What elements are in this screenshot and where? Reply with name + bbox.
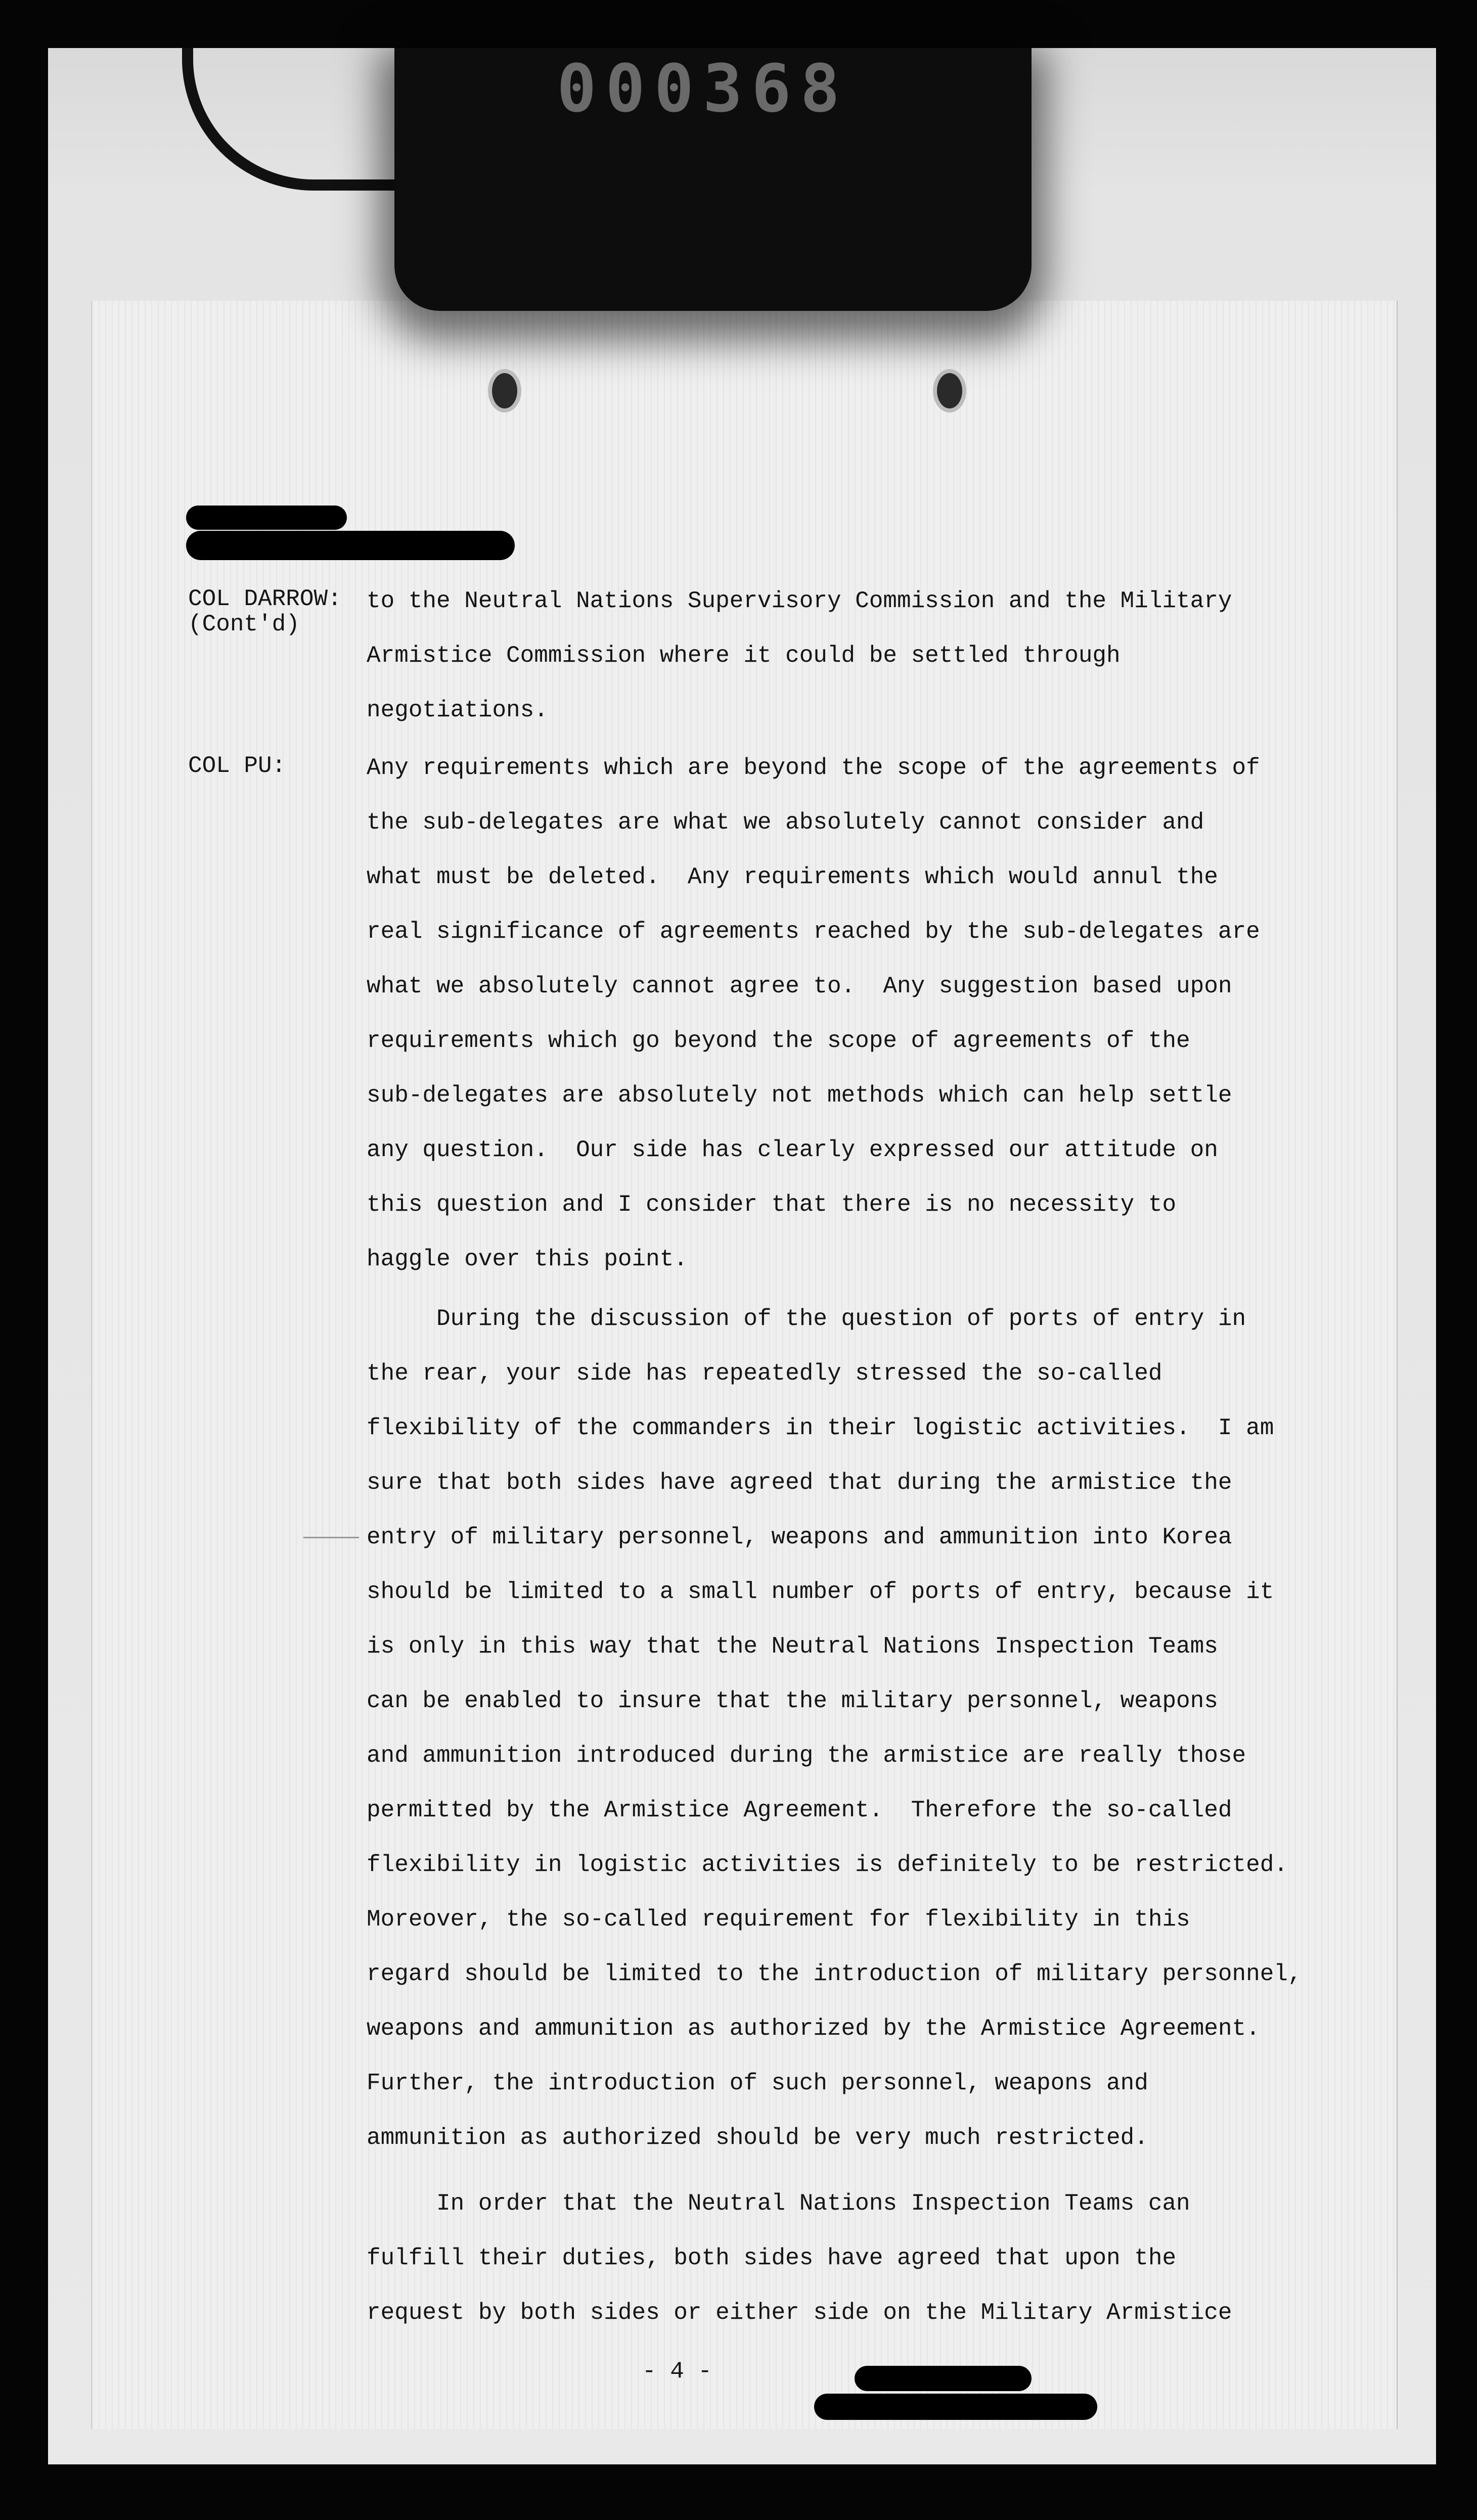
text-line: what must be deleted. Any requirements which would annul the [367, 864, 1218, 890]
text-line: permitted by the Armistice Agreement. Therefore the so-called [367, 1797, 1232, 1823]
text-line: negotiations. [367, 697, 548, 723]
punch-hole-left [488, 369, 521, 413]
text-line: request by both sides or either side on the Military Armistice [367, 2300, 1232, 2326]
margin-mark [303, 1537, 359, 1538]
text-line: entry of military personnel, weapons and ammunition into Korea [367, 1524, 1232, 1550]
text-line: flexibility of the commanders in their logistic activities. I am [367, 1415, 1274, 1441]
text-line: regard should be limited to the introduction of military personnel, [367, 1961, 1302, 1987]
text-line: Any requirements which are beyond the scope of the agreements of [367, 755, 1260, 781]
text-line: can be enabled to insure that the military personnel, weapons [367, 1688, 1218, 1714]
text-line: any question. Our side has clearly expressed our attitude on [367, 1137, 1218, 1163]
text-line: the sub-delegates are what we absolutely cannot consider and [367, 809, 1204, 836]
speaker-col-darrow: COL DARROW: [188, 586, 342, 612]
text-line: haggle over this point. [367, 1246, 688, 1272]
redaction-bar [186, 531, 515, 560]
text-line: requirements which go beyond the scope of agreements of the [367, 1028, 1190, 1054]
text-line: and ammunition introduced during the armistice are really those [367, 1743, 1246, 1769]
text-line: should be limited to a small number of ports of entry, because it [367, 1579, 1274, 1605]
text-line: Moreover, the so-called requirement for flexibility in this [367, 1906, 1190, 1933]
punch-hole-right [933, 369, 966, 413]
redaction-bar [814, 2394, 1097, 2420]
text-line: Armistice Commission where it could be settled through [367, 643, 1121, 669]
text-line: what we absolutely cannot agree to. Any suggestion based upon [367, 973, 1232, 999]
text-line: flexibility in logistic activities is definitely to be restricted. [367, 1852, 1288, 1878]
text-line: sub-delegates are absolutely not methods which can help settle [367, 1082, 1232, 1109]
frame-counter: 000368 [557, 50, 849, 127]
text-line: to the Neutral Nations Supervisory Commission and the Military [367, 588, 1232, 614]
speaker-continued: (Cont'd) [188, 611, 300, 637]
text-line: is only in this way that the Neutral Nations Inspection Teams [367, 1633, 1218, 1660]
redaction-bar [186, 506, 347, 530]
text-line: In order that the Neutral Nations Inspection Teams can [367, 2190, 1190, 2217]
text-line: ammunition as authorized should be very much restricted. [367, 2125, 1148, 2151]
text-line: weapons and ammunition as authorized by the Armistice Agreement. [367, 2015, 1260, 2042]
text-line: the rear, your side has repeatedly stressed the so-called [367, 1360, 1162, 1387]
redaction-bar [855, 2366, 1032, 2391]
page-number: - 4 - [642, 2358, 712, 2385]
text-line: Further, the introduction of such personnel, weapons and [367, 2070, 1148, 2096]
text-line: this question and I consider that there is no necessity to [367, 1192, 1177, 1218]
text-line: sure that both sides have agreed that during the armistice the [367, 1470, 1232, 1496]
text-line: real significance of agreements reached by the sub-delegates are [367, 919, 1260, 945]
speaker-col-pu: COL PU: [188, 753, 286, 779]
text-line: During the discussion of the question of ports of entry in [367, 1306, 1246, 1332]
text-line: fulfill their duties, both sides have agreed that upon the [367, 2245, 1177, 2271]
